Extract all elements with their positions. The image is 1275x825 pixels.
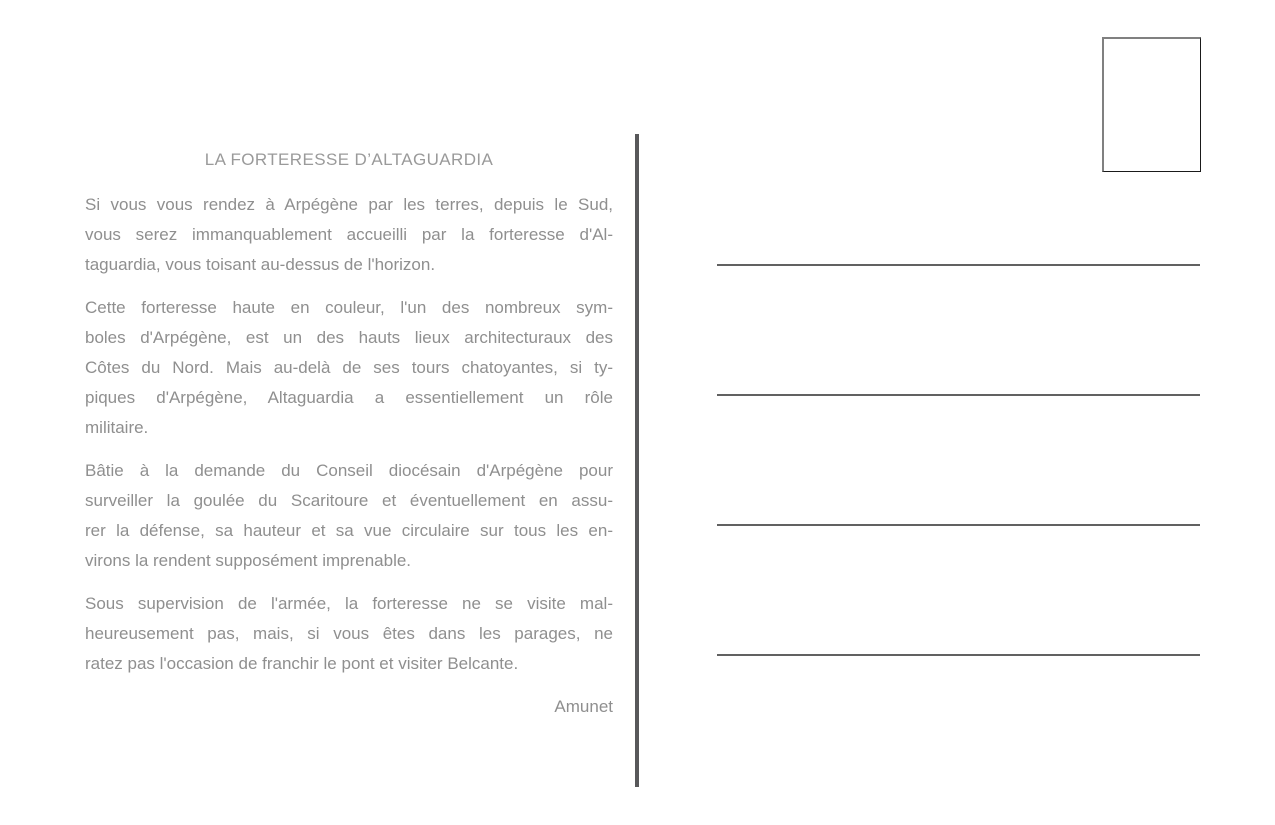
address-line — [717, 394, 1200, 396]
signature: Amunet — [554, 697, 613, 716]
paragraph-line: militaire. — [85, 418, 149, 437]
paragraph-line: Sous supervision de l'armée, la forteresse ne se visite mal- — [85, 594, 613, 613]
paragraph-line: ratez pas l'occasion de franchir le pont et visiter Belcante. — [85, 654, 519, 673]
paragraph-line: taguardia, vous toisant au-dessus de l'horizon. — [85, 255, 436, 274]
paragraph-line: Côtes du Nord. Mais au-delà de ses tours chatoyantes, si ty- — [85, 358, 613, 377]
paragraph — [85, 589, 613, 679]
message-section — [85, 145, 613, 722]
paragraph-line: piques d'Arpégène, Altaguardia a essentiellement un rôle — [85, 388, 613, 407]
stamp-box — [1102, 37, 1201, 172]
paragraph-line: boles d'Arpégène, est un des hauts lieux architecturaux des — [85, 328, 613, 347]
paragraph-line: Bâtie à la demande du Conseil diocésain d'Arpégène pour — [85, 461, 613, 480]
message-paragraphs — [85, 190, 613, 679]
address-line — [717, 264, 1200, 266]
paragraph-line: Si vous vous rendez à Arpégène par les terres, depuis le Sud, — [85, 195, 613, 214]
address-line — [717, 524, 1200, 526]
paragraph-line: heureusement pas, mais, si vous êtes dans les parages, ne — [85, 624, 613, 643]
divider-line — [635, 134, 639, 787]
paragraph — [85, 456, 613, 576]
paragraph — [85, 293, 613, 443]
paragraph-line: Cette forteresse haute en couleur, l'un des nombreux sym- — [85, 298, 613, 317]
paragraph-line: surveiller la goulée du Scaritoure et éventuellement en assu- — [85, 491, 613, 510]
paragraph-line: rer la défense, sa hauteur et sa vue circulaire sur tous les en- — [85, 521, 613, 540]
paragraph-line: virons la rendent supposément imprenable. — [85, 551, 412, 570]
paragraph — [85, 190, 613, 280]
message-title: LA FORTERESSE D’ALTAGUARDIA — [204, 150, 494, 169]
address-line — [717, 654, 1200, 656]
paragraph-line: vous serez immanquablement accueilli par la forteresse d'Al- — [85, 225, 613, 244]
